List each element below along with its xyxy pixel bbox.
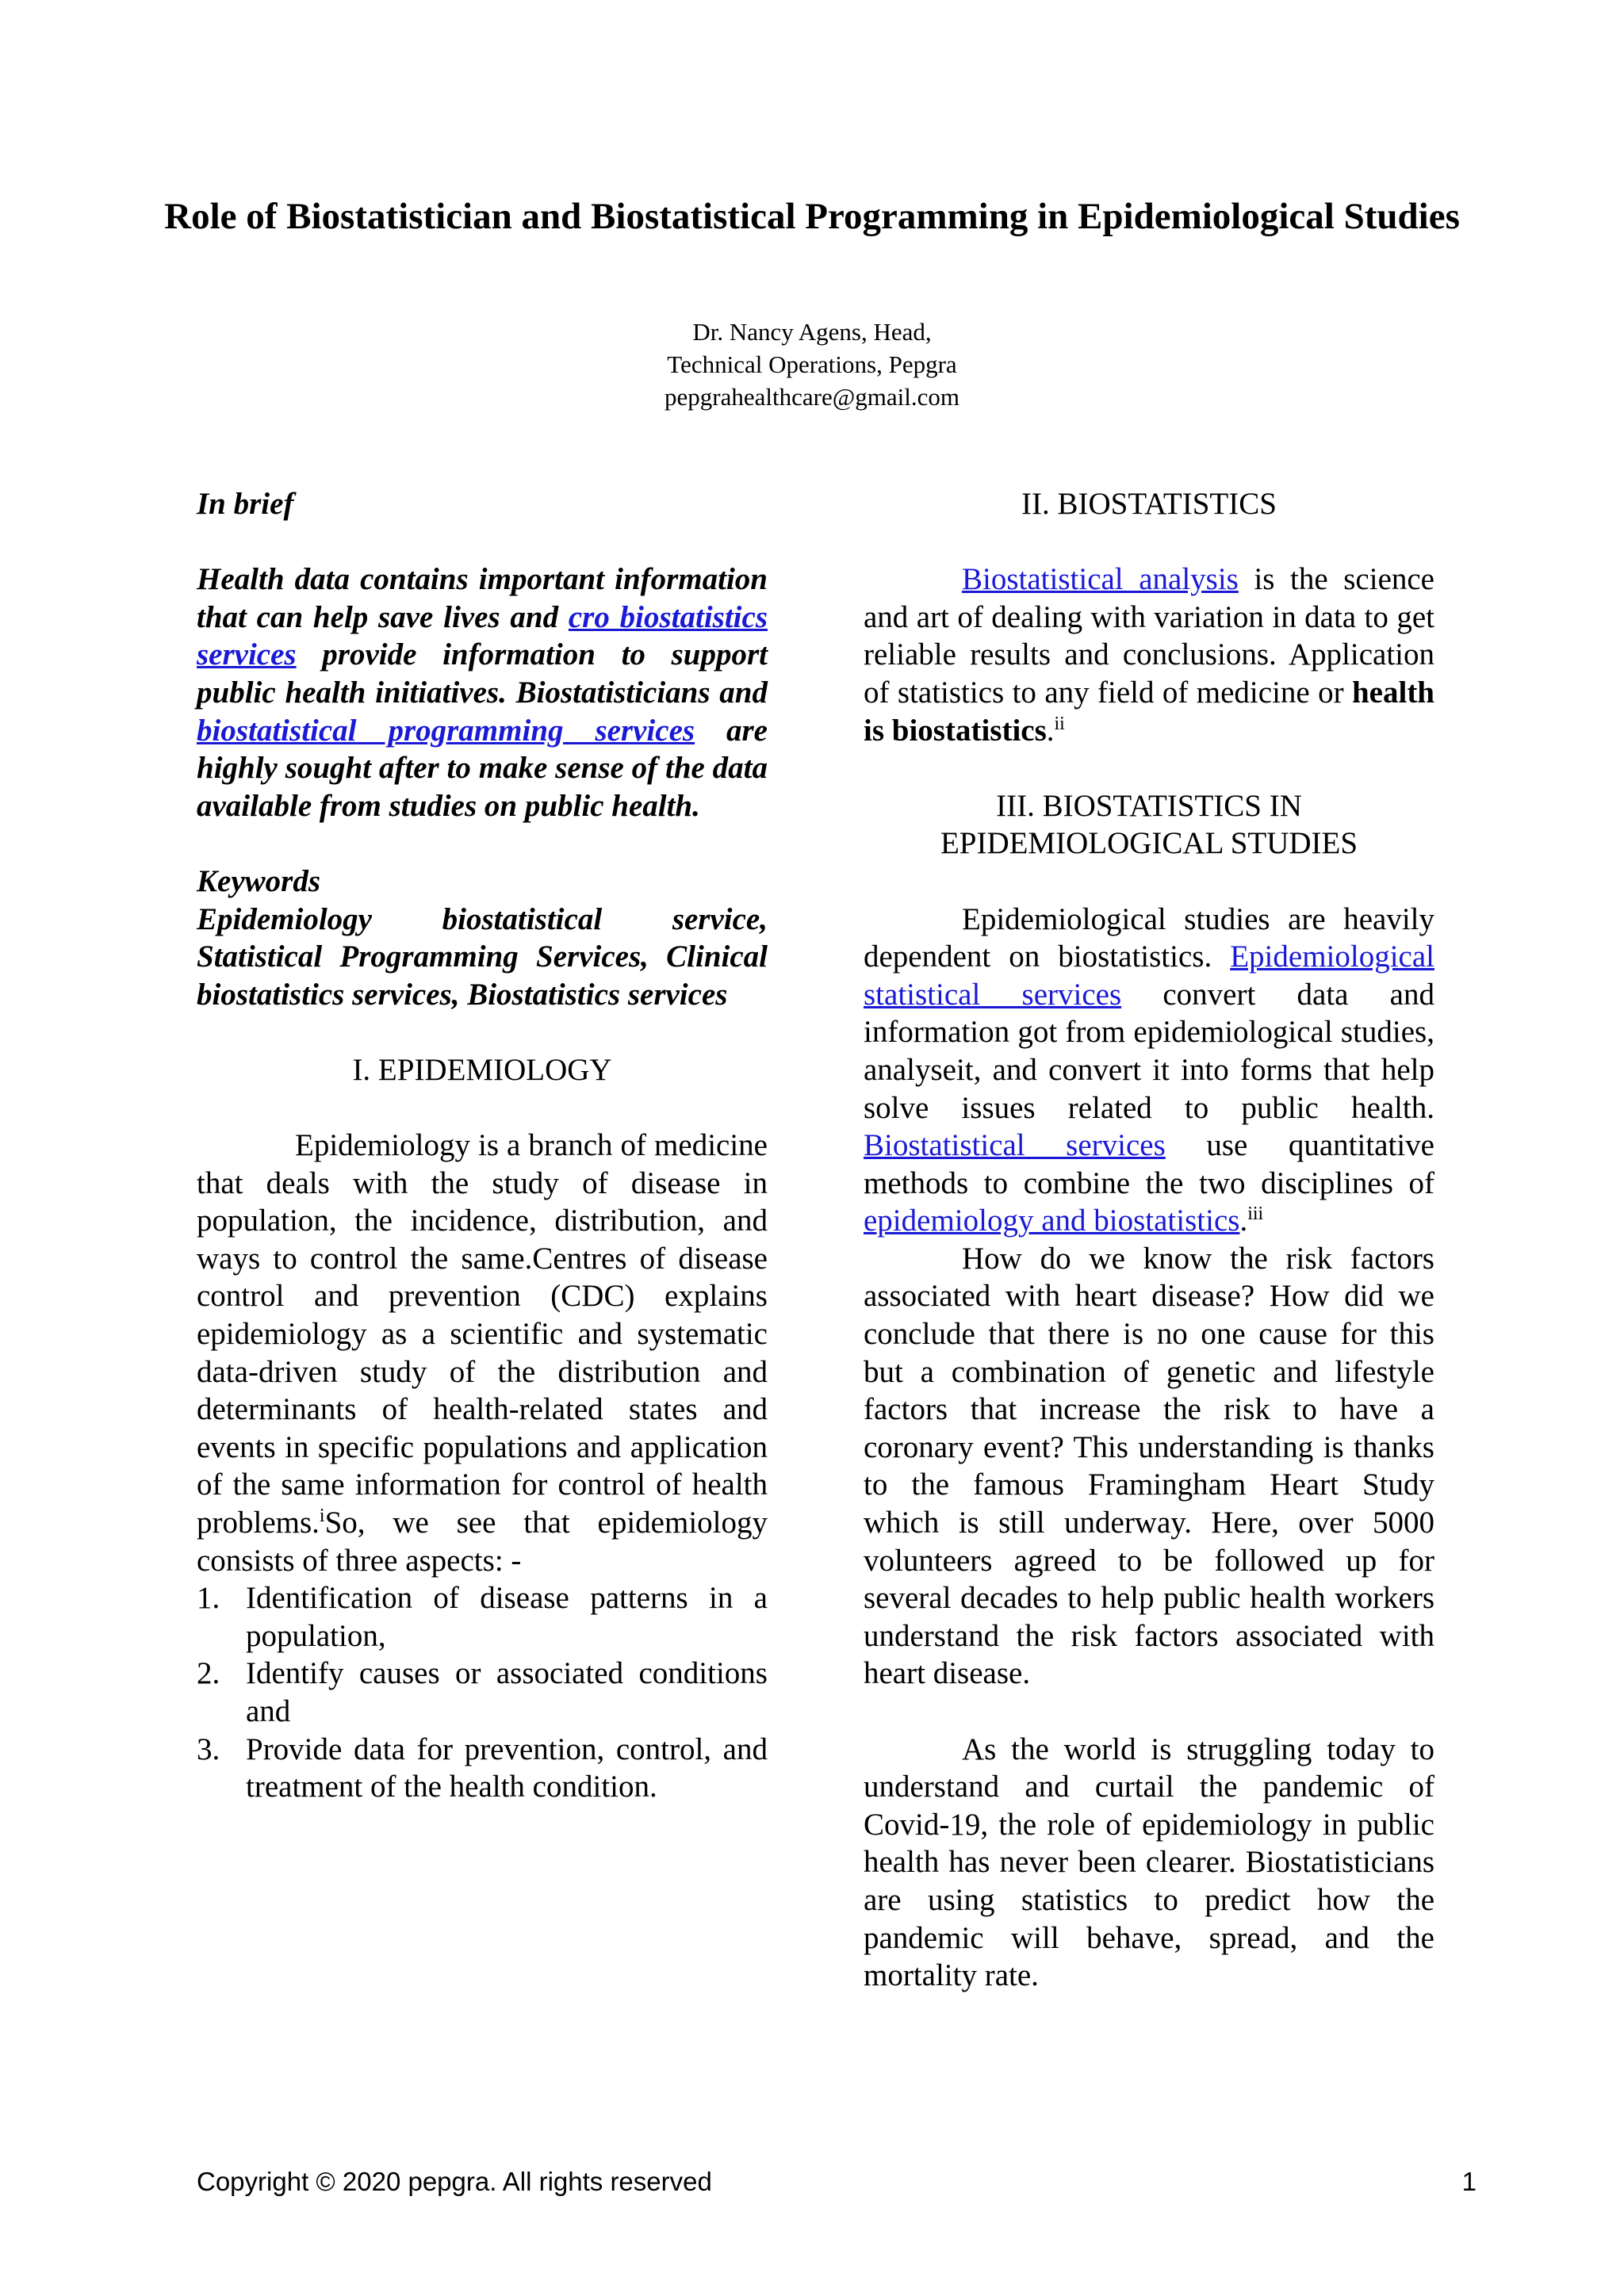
right-column — [864, 485, 1434, 1995]
list-item — [197, 1579, 768, 1655]
footnote-ref-iii: iii — [1247, 1203, 1264, 1225]
footnote-ref-i: i — [319, 1506, 325, 1527]
biostatistical-services-link[interactable]: Biostatistical services — [864, 1128, 1166, 1163]
list-text: Identify causes or associated conditions and — [246, 1656, 768, 1728]
list-item — [197, 1731, 768, 1806]
left-column — [197, 485, 768, 1806]
author-email: pepgrahealthcare@gmail.com — [665, 383, 959, 411]
s3-text-1: Epidemiological studies are heavily dependent on biostatistics. — [864, 901, 1434, 974]
section-1-text: Epidemiology is a branch of medicine that deals with the study of disease in population, the incidence, distribution, and ways to control the same.Centres of disease control and prevention (CDC) explains epidemiology as a scientific and systematic data-driven study of the distribution and determinants of health-related states and events in specific populations and application of the same information for control of health problems. — [197, 1128, 768, 1540]
epidemiology-and-biostatistics-link[interactable]: epidemiology and biostatistics — [864, 1203, 1240, 1238]
s3-text-2: convert data and information got from epidemiological studies, analyseit, and convert it into forms that help solve issues related to public health. — [864, 977, 1434, 1125]
section-2-bold-text: health is biostatistics — [864, 675, 1434, 748]
brief-text-1: Health data contains important information that can help save lives and — [197, 562, 768, 634]
epidemiology-aspects-list — [197, 1579, 768, 1806]
section-3-heading-line-1: III. BIOSTATISTICS IN — [996, 788, 1302, 823]
section-2-paragraph — [864, 561, 1434, 749]
section-2-heading: II. BIOSTATISTICS — [1021, 487, 1277, 521]
section-3-paragraph-1 — [864, 901, 1434, 1240]
section-1-text-tail: So, we see that epidemiology consists of three aspects: - — [197, 1506, 768, 1578]
brief-heading: In brief — [197, 487, 294, 521]
section-3-paragraph-2: How do we know the risk factors associated with heart disease? How did we conclude that there is no one cause for this but a combination of genetic and lifestyle factors that increase the risk to have a coronary event? This understanding is thanks to the famous Framingham Heart Study which is still underway. Here, over 5000 volunteers agreed to be followed up for several decades to help public health workers understand the risk factors associated with heart disease. — [864, 1241, 1434, 1691]
brief-text-2: provide information to support public health initiatives. Biostatisticians and — [197, 637, 768, 710]
list-text: Provide data for prevention, control, and treatment of the health condition. — [246, 1732, 768, 1804]
keywords-heading: Keywords — [197, 863, 320, 898]
paper-title: Role of Biostatistician and Biostatistical Programming in Epidemiological Studies — [164, 196, 1460, 237]
list-number: 1. — [197, 1581, 220, 1616]
copyright-notice: Copyright © 2020 pepgra. All rights reserved — [197, 2167, 712, 2196]
author-block — [159, 316, 1465, 413]
section-1-paragraph — [197, 1127, 768, 1579]
section-3-paragraph-3: As the world is struggling today to understand and curtail the pandemic of Covid-19, the role of epidemiology in public health has never been clearer. Biostatisticians are using statistics to predict how the pandemic will behave, spread, and the mortality rate. — [864, 1732, 1434, 1993]
section-3-heading-line-2: EPIDEMIOLOGICAL STUDIES — [940, 826, 1358, 861]
brief-text-3: are highly sought after to make sense of the data available from studies on public health. — [197, 713, 768, 823]
biostatistical-programming-services-link[interactable]: biostatistical programming services — [197, 713, 695, 748]
brief-paragraph — [197, 561, 768, 825]
keywords-text: Epidemiology biostatistical service, Statistical Programming Services, Clinical biostatistics services, Biostatistics services — [197, 901, 768, 1012]
page-number: 1 — [1461, 2167, 1477, 2196]
list-number: 2. — [197, 1656, 220, 1691]
footnote-ref-ii: ii — [1054, 713, 1065, 734]
list-item — [197, 1655, 768, 1730]
s3-text-3: use quantitative methods to combine the two disciplines of — [864, 1128, 1434, 1200]
epidemiological-statistical-services-link[interactable]: Epidemiological statistical services — [864, 939, 1434, 1012]
author-name: Dr. Nancy Agens, Head, — [692, 318, 932, 346]
section-2-text-2: . — [1046, 713, 1055, 748]
list-text: Identification of disease patterns in a population, — [246, 1581, 768, 1653]
list-number: 3. — [197, 1732, 220, 1766]
section-1-heading: I. EPIDEMIOLOGY — [352, 1052, 612, 1087]
cro-biostatistics-services-link[interactable]: cro biostatistics services — [197, 599, 768, 672]
section-2-text-1: is the science and art of dealing with variation in data to get reliable results and conclusions. Application of statistics to any field of medicine or — [864, 562, 1434, 710]
biostatistical-analysis-link[interactable]: Biostatistical analysis — [962, 562, 1239, 597]
s3-text-4: . — [1239, 1203, 1248, 1238]
author-affiliation: Technical Operations, Pepgra — [667, 350, 957, 378]
